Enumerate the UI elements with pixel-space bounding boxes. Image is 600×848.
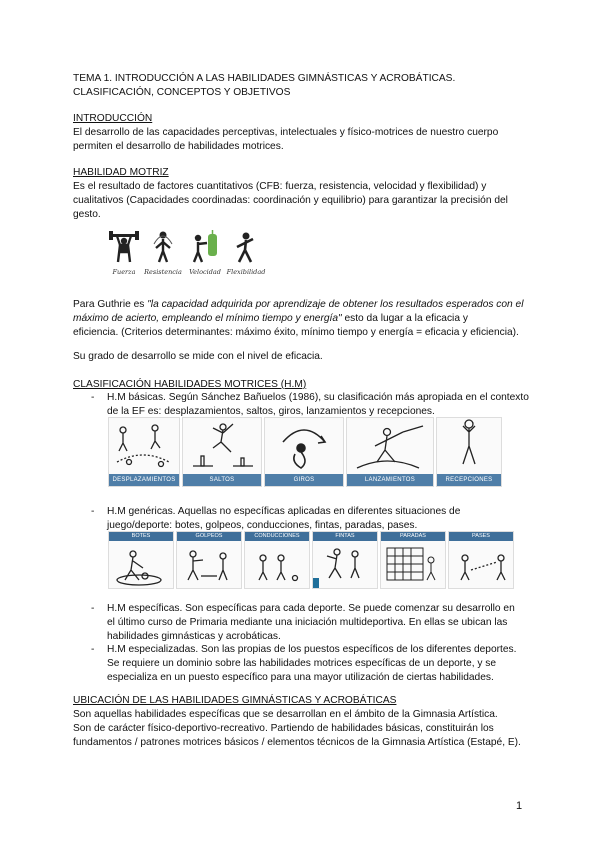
- image-golpeos: GOLPEOS: [176, 531, 242, 589]
- caption-flexibilidad: Flexibilidad: [226, 268, 266, 276]
- caption-resistencia: Resistencia: [144, 268, 182, 276]
- ubicacion-text-2: Son de carácter físico-deportivo-recreativo. Partiendo de habilidades básicas, constituirán los: [73, 723, 494, 734]
- basicas-text-1: H.M básicas. Según Sánchez Bañuelos (1986), su clasificación más apropiada en el contexto: [107, 392, 529, 403]
- basicas-image-strip: [108, 417, 502, 487]
- image-lanzamientos: LANZAMIENTOS: [346, 417, 434, 487]
- clasificacion-heading: CLASIFICACIÓN HABILIDADES MOTRICES (H.M): [73, 379, 307, 390]
- especificas-text-1: H.M específicas. Son específicas para cada deporte. Se puede comenzar su desarrollo en: [107, 603, 515, 614]
- basicas-text-2: de la EF es: desplazamientos, saltos, giros, lanzamientos y recepciones.: [107, 406, 435, 417]
- image-giros: GIROS: [264, 417, 344, 487]
- intro-text-2: permiten el desarrollo de habilidades motrices.: [73, 141, 284, 152]
- habilidad-text-1: Es el resultado de factores cuantitativos (CFB: fuerza, resistencia, velocidad y flexibilidad) y: [73, 181, 487, 192]
- intro-heading: INTRODUCCIÓN: [73, 113, 153, 124]
- especializadas-text-3: especializa en un puesto específico para una mayor utilización de ciertas habilidades.: [107, 672, 494, 683]
- page-number: 1: [516, 800, 523, 812]
- guthrie-line-2: máximo de acierto, empleando el mínimo tiempo y energía" esto da lugar a la eficacia y: [73, 313, 468, 324]
- image-fintas: FINTAS: [312, 531, 378, 589]
- caption-velocidad: Velocidad: [189, 268, 221, 276]
- image-botes: BOTES: [108, 531, 174, 589]
- image-saltos: SALTOS: [182, 417, 262, 487]
- doc-title-line-2: CLASIFICACIÓN, CONCEPTOS Y OBJETIVOS: [73, 87, 291, 98]
- doc-title-line-1: TEMA 1. INTRODUCCIÓN A LAS HABILIDADES GIMNÁSTICAS Y ACROBÁTICAS.: [73, 73, 456, 84]
- image-pases: PASES: [448, 531, 514, 589]
- boxing-bag-icon: [190, 230, 220, 264]
- guthrie-line-1: Para Guthrie es "la capacidad adquirida por aprendizaje de obtener los resultados esperados con el: [73, 299, 524, 310]
- especializadas-text-1: H.M especializadas. Son las propias de los puestos específicos de los diferentes deportes.: [107, 644, 517, 655]
- bullet-especializadas: -: [91, 644, 95, 655]
- bullet-especificas: -: [91, 603, 95, 614]
- runner-icon: [150, 230, 176, 264]
- image-desplazamientos: DESPLAZAMIENTOS: [108, 417, 180, 487]
- guthrie-line-3: eficiencia. (Criterios determinantes: máximo éxito, mínimo tiempo y energía = eficacia y eficiencia).: [73, 327, 519, 338]
- genericas-text-1: H.M genéricas. Aquellas no específicas aplicadas en diferentes situaciones de: [107, 506, 461, 517]
- ubicacion-heading: UBICACIÓN DE LAS HABILIDADES GIMNÁSTICAS Y ACROBÁTICAS: [73, 695, 397, 706]
- especificas-text-3: habilidades gimnásticas y acrobáticas.: [107, 631, 281, 642]
- image-recepciones: RECEPCIONES: [436, 417, 502, 487]
- habilidad-text-3: gesto.: [73, 209, 101, 220]
- weightlifter-icon: [108, 230, 140, 264]
- stretching-icon: [232, 230, 258, 264]
- image-paradas: PARADAS: [380, 531, 446, 589]
- bullet-basicas: -: [91, 392, 95, 403]
- image-conducciones: CONDUCCIONES: [244, 531, 310, 589]
- grado-text: Su grado de desarrollo se mide con el nivel de eficacia.: [73, 351, 323, 362]
- ubicacion-text-1: Son aquellas habilidades específicas que se desarrollan en el ámbito de la Gimnasia Artística.: [73, 709, 498, 720]
- bullet-genericas: -: [91, 506, 95, 517]
- caption-fuerza: Fuerza: [112, 268, 136, 276]
- intro-text-1: El desarrollo de las capacidades perceptivas, intelectuales y físico-motrices de nuestro cuerpo: [73, 127, 499, 138]
- ubicacion-text-3: fundamentos / patrones motrices básicos / elementos técnicos de la Gimnasia Artística (Estapé, E).: [73, 737, 521, 748]
- genericas-text-2: juego/deporte: botes, golpeos, conducciones, fintas, paradas, pases.: [107, 520, 418, 531]
- genericas-image-strip: [108, 531, 514, 589]
- habilidad-text-2: cualitativos (Capacidades coordinadas: coordinación y equilibrio) para garantizar la precisión del: [73, 195, 508, 206]
- habilidad-heading: HABILIDAD MOTRIZ: [73, 167, 169, 178]
- especializadas-text-2: Se requiere un dominio sobre las habilidades motrices específicas de un deporte, y se: [107, 658, 497, 669]
- especificas-text-2: el último curso de Primaria mediante una iniciación multideportiva. En ellas se ubican las: [107, 617, 508, 628]
